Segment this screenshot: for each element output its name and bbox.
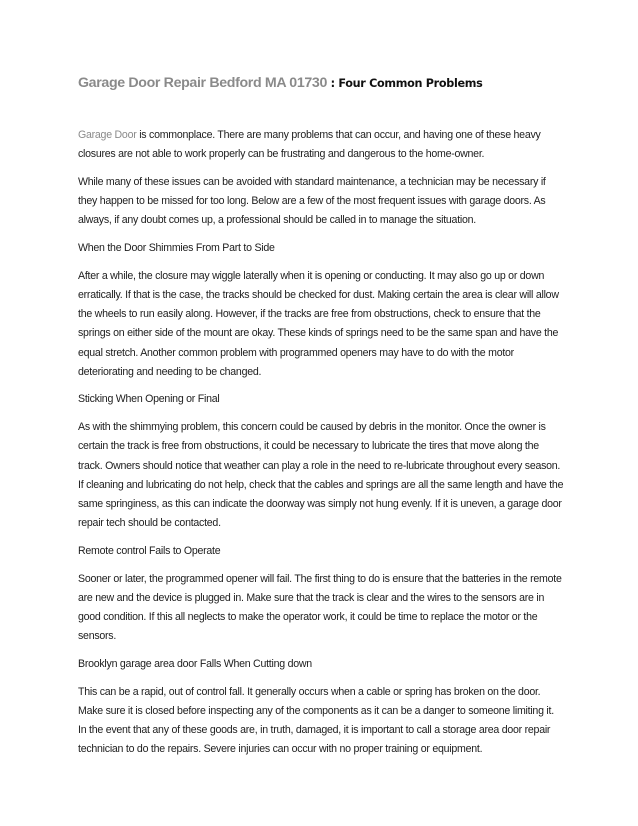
section-text-remote: Sooner or later, the programmed opener will fail. The first thing to do is ensure that the batteries in the remote are new and the device is plugged in. Make sure that the track is clear and the wires to the sensors are in good condition. If this all neglects to make the operator work, it could be time to replace the motor or the sensors. xyxy=(78,572,562,643)
section-text-sticking: As with the shimmying problem, this concern could be caused by debris in the monitor. Once the owner is certain the track is free from obstructions, it could be necessary to lubricate the tires that move along the track. Owners should notice that weather can play a role in the need to re-lubricate throughout every season. If cleaning and lubricating do not help, check that the cables and springs are all the same length and have the same springiness, as this can indicate the doorway was simply not hung evenly. If it is uneven, a garage door repair tech should be contacted. xyxy=(78,421,564,530)
title-subtitle: : Four Common Problems xyxy=(326,77,483,90)
article-body xyxy=(78,126,564,768)
intro-paragraph xyxy=(78,126,564,164)
intro-text: is commonplace. There are many problems that can occur, and having one of these heavy closures are not able to work properly can be frustrating and dangerous to the home-owner. xyxy=(78,129,541,161)
title-main: Garage Door Repair Bedford MA 01730 xyxy=(78,75,327,91)
page-title xyxy=(78,74,578,92)
section-heading-shimmies: When the Door Shimmies From Part to Side xyxy=(78,242,275,255)
paragraph-2: While many of these issues can be avoided with standard maintenance, a technician may be necessary if they happen to be missed for too long. Below are a few of the most frequent issues with garage doors. As always, if any doubt comes up, a professional should be called in to manage the situation. xyxy=(78,175,546,227)
section-text-falls: This can be a rapid, out of control fall. It generally occurs when a cable or spring has broken on the door. Make sure it is closed before inspecting any of the components as it can be a danger to someone limiting it. In the event that any of these goods are, in truth, damaged, it is important to call a storage area door repair technician to do the repairs. Severe injuries can occur with no proper training or equipment. xyxy=(78,685,554,756)
section-heading-sticking: Sticking When Opening or Final xyxy=(78,393,220,406)
section-text-shimmies: After a while, the closure may wiggle laterally when it is opening or conducting. It may also go up or down erratically. If that is the case, the tracks should be checked for dust. Making certain the area is clear will allow the wheels to run easily along. However, if the tracks are free from obstructions, check to ensure that the springs on either side of the mount are okay. These kinds of springs need to be the same span and have the equal stretch. Another common problem with programmed openers may have to do with the motor deteriorating and needing to be changed. xyxy=(78,269,559,378)
garage-door-link[interactable]: Garage Door xyxy=(78,129,137,141)
section-heading-falls: Brooklyn garage area door Falls When Cutting down xyxy=(78,657,312,670)
section-heading-remote: Remote control Fails to Operate xyxy=(78,544,221,557)
